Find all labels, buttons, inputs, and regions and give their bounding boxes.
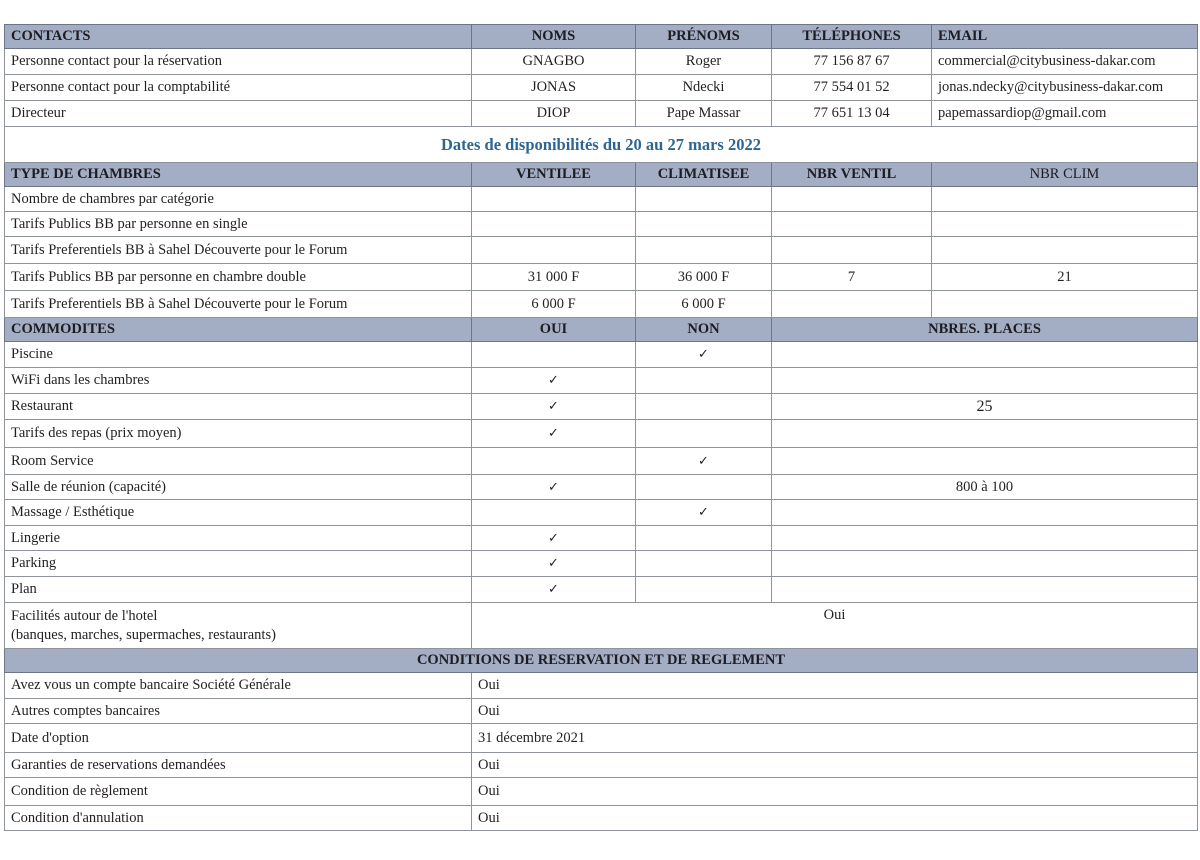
amenity-row bbox=[5, 368, 1198, 394]
amenity-non-check-icon bbox=[636, 526, 772, 551]
non-header: NON bbox=[636, 318, 772, 342]
amenity-non-check-icon bbox=[636, 577, 772, 603]
amenity-label: Lingerie bbox=[5, 526, 472, 551]
contact-email: commercial@citybusiness-dakar.com bbox=[932, 49, 1198, 75]
amenity-row bbox=[5, 448, 1198, 475]
contacts-header-row bbox=[5, 25, 1198, 49]
condition-label: Condition d'annulation bbox=[5, 806, 472, 831]
room-label: Tarifs Publics BB par personne en single bbox=[5, 212, 472, 237]
nbr-clim-header: NBR CLIM bbox=[932, 163, 1198, 187]
amenity-label: Salle de réunion (capacité) bbox=[5, 475, 472, 500]
amenity-non-check-icon: ✓ bbox=[636, 448, 772, 475]
amenity-places: 800 à 100 bbox=[772, 475, 1198, 500]
room-ventilee bbox=[472, 187, 636, 212]
room-nbr-clim bbox=[932, 212, 1198, 237]
amenity-non-check-icon bbox=[636, 420, 772, 448]
condition-value: Oui bbox=[472, 753, 1198, 778]
contact-nom: GNAGBO bbox=[472, 49, 636, 75]
contact-telephone: 77 651 13 04 bbox=[772, 101, 932, 127]
amenity-row bbox=[5, 526, 1198, 551]
contact-telephone: 77 554 01 52 bbox=[772, 75, 932, 101]
facilities-row bbox=[5, 603, 1198, 649]
amenity-oui-check-icon bbox=[472, 448, 636, 475]
contact-telephone: 77 156 87 67 bbox=[772, 49, 932, 75]
amenity-non-check-icon: ✓ bbox=[636, 342, 772, 368]
amenity-oui-check-icon: ✓ bbox=[472, 551, 636, 577]
commodites-header: COMMODITES bbox=[5, 318, 472, 342]
room-row bbox=[5, 237, 1198, 264]
contact-nom: DIOP bbox=[472, 101, 636, 127]
amenity-places bbox=[772, 420, 1198, 448]
conditions-header-row bbox=[5, 649, 1198, 673]
amenity-oui-check-icon: ✓ bbox=[472, 526, 636, 551]
contact-role: Personne contact pour la réservation bbox=[5, 49, 472, 75]
room-label: Nombre de chambres par catégorie bbox=[5, 187, 472, 212]
condition-value: Oui bbox=[472, 673, 1198, 699]
amenity-row bbox=[5, 551, 1198, 577]
amenity-non-check-icon bbox=[636, 368, 772, 394]
climatisee-header: CLIMATISEE bbox=[636, 163, 772, 187]
amenity-row bbox=[5, 577, 1198, 603]
dates-banner: Dates de disponibilités du 20 au 27 mars 2022 bbox=[5, 127, 1198, 163]
condition-value: Oui bbox=[472, 699, 1198, 724]
room-row bbox=[5, 212, 1198, 237]
amenity-non-check-icon bbox=[636, 475, 772, 500]
ventilee-header: VENTILEE bbox=[472, 163, 636, 187]
contact-nom: JONAS bbox=[472, 75, 636, 101]
room-climatisee bbox=[636, 212, 772, 237]
room-nbr-clim bbox=[932, 187, 1198, 212]
amenity-oui-check-icon: ✓ bbox=[472, 420, 636, 448]
amenity-places bbox=[772, 342, 1198, 368]
room-nbr-clim bbox=[932, 237, 1198, 264]
contact-prenom: Roger bbox=[636, 49, 772, 75]
condition-label: Condition de règlement bbox=[5, 778, 472, 806]
amenity-places bbox=[772, 577, 1198, 603]
amenity-row bbox=[5, 475, 1198, 500]
room-row bbox=[5, 291, 1198, 318]
amenity-oui-check-icon: ✓ bbox=[472, 475, 636, 500]
room-climatisee bbox=[636, 187, 772, 212]
facilities-label bbox=[5, 603, 472, 649]
amenities-header-row bbox=[5, 318, 1198, 342]
condition-row bbox=[5, 699, 1198, 724]
room-climatisee: 6 000 F bbox=[636, 291, 772, 318]
conditions-header: CONDITIONS DE RESERVATION ET DE REGLEMENT bbox=[5, 649, 1198, 673]
condition-row bbox=[5, 806, 1198, 831]
hotel-info-table bbox=[4, 24, 1198, 831]
condition-value: 31 décembre 2021 bbox=[472, 724, 1198, 753]
amenity-oui-check-icon: ✓ bbox=[472, 368, 636, 394]
facilities-label-line1: Facilités autour de l'hotel bbox=[11, 607, 158, 624]
room-nbr-ventil bbox=[772, 237, 932, 264]
amenity-places bbox=[772, 448, 1198, 475]
nbr-ventil-header: NBR VENTIL bbox=[772, 163, 932, 187]
amenity-row bbox=[5, 342, 1198, 368]
condition-value: Oui bbox=[472, 806, 1198, 831]
contact-prenom: Ndecki bbox=[636, 75, 772, 101]
room-climatisee bbox=[636, 237, 772, 264]
amenity-oui-check-icon bbox=[472, 342, 636, 368]
amenity-oui-check-icon: ✓ bbox=[472, 577, 636, 603]
room-row bbox=[5, 187, 1198, 212]
room-nbr-ventil: 7 bbox=[772, 264, 932, 291]
amenity-non-check-icon bbox=[636, 551, 772, 577]
room-nbr-clim: 21 bbox=[932, 264, 1198, 291]
room-climatisee: 36 000 F bbox=[636, 264, 772, 291]
facilities-value: Oui bbox=[472, 603, 1198, 649]
prenoms-header: PRÉNOMS bbox=[636, 25, 772, 49]
amenity-label: Massage / Esthétique bbox=[5, 500, 472, 526]
room-label: Tarifs Publics BB par personne en chambre double bbox=[5, 264, 472, 291]
amenity-label: Restaurant bbox=[5, 394, 472, 420]
amenity-places bbox=[772, 368, 1198, 394]
contacts-header: CONTACTS bbox=[5, 25, 472, 49]
room-nbr-ventil bbox=[772, 291, 932, 318]
amenity-row bbox=[5, 394, 1198, 420]
amenity-label: WiFi dans les chambres bbox=[5, 368, 472, 394]
room-label: Tarifs Preferentiels BB à Sahel Découverte pour le Forum bbox=[5, 237, 472, 264]
noms-header: NOMS bbox=[472, 25, 636, 49]
amenity-label: Plan bbox=[5, 577, 472, 603]
facilities-label-line2: (banques, marches, supermaches, restaurants) bbox=[11, 626, 276, 643]
room-nbr-ventil bbox=[772, 212, 932, 237]
room-nbr-clim bbox=[932, 291, 1198, 318]
amenity-non-check-icon bbox=[636, 394, 772, 420]
room-ventilee bbox=[472, 212, 636, 237]
rooms-header-row bbox=[5, 163, 1198, 187]
contact-row bbox=[5, 101, 1198, 127]
amenity-label: Room Service bbox=[5, 448, 472, 475]
contact-prenom: Pape Massar bbox=[636, 101, 772, 127]
room-type-header: TYPE DE CHAMBRES bbox=[5, 163, 472, 187]
email-header: EMAIL bbox=[932, 25, 1198, 49]
amenity-places: 25 bbox=[772, 394, 1198, 420]
telephones-header: TÉLÉPHONES bbox=[772, 25, 932, 49]
amenity-label: Tarifs des repas (prix moyen) bbox=[5, 420, 472, 448]
room-nbr-ventil bbox=[772, 187, 932, 212]
dates-banner-row bbox=[5, 127, 1198, 163]
amenity-places bbox=[772, 526, 1198, 551]
amenity-oui-check-icon: ✓ bbox=[472, 394, 636, 420]
amenity-row bbox=[5, 420, 1198, 448]
contact-row bbox=[5, 75, 1198, 101]
contact-row bbox=[5, 49, 1198, 75]
condition-label: Avez vous un compte bancaire Société Générale bbox=[5, 673, 472, 699]
condition-label: Autres comptes bancaires bbox=[5, 699, 472, 724]
room-ventilee: 6 000 F bbox=[472, 291, 636, 318]
condition-label: Date d'option bbox=[5, 724, 472, 753]
amenity-oui-check-icon bbox=[472, 500, 636, 526]
room-row bbox=[5, 264, 1198, 291]
contact-role: Personne contact pour la comptabilité bbox=[5, 75, 472, 101]
contact-email: jonas.ndecky@citybusiness-dakar.com bbox=[932, 75, 1198, 101]
contact-email: papemassardiop@gmail.com bbox=[932, 101, 1198, 127]
amenity-places bbox=[772, 500, 1198, 526]
room-ventilee bbox=[472, 237, 636, 264]
contact-role: Directeur bbox=[5, 101, 472, 127]
condition-row bbox=[5, 753, 1198, 778]
room-label: Tarifs Preferentiels BB à Sahel Découverte pour le Forum bbox=[5, 291, 472, 318]
condition-row bbox=[5, 724, 1198, 753]
amenity-places bbox=[772, 551, 1198, 577]
amenity-non-check-icon: ✓ bbox=[636, 500, 772, 526]
amenity-label: Piscine bbox=[5, 342, 472, 368]
condition-row bbox=[5, 673, 1198, 699]
places-header: NBRES. PLACES bbox=[772, 318, 1198, 342]
amenity-label: Parking bbox=[5, 551, 472, 577]
condition-value: Oui bbox=[472, 778, 1198, 806]
room-ventilee: 31 000 F bbox=[472, 264, 636, 291]
oui-header: OUI bbox=[472, 318, 636, 342]
condition-label: Garanties de reservations demandées bbox=[5, 753, 472, 778]
amenity-row bbox=[5, 500, 1198, 526]
condition-row bbox=[5, 778, 1198, 806]
